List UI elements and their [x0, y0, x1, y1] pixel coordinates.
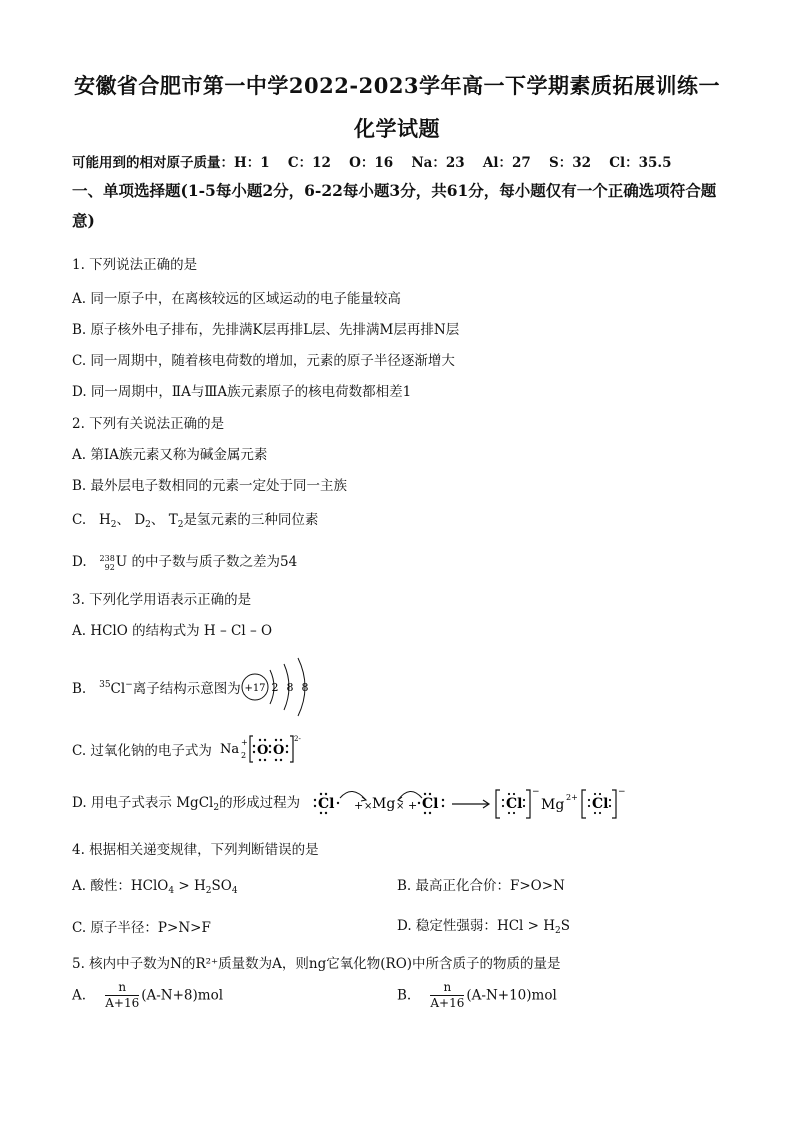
cl-ion-structure-diagram: [240, 654, 320, 718]
svg-text:O: O: [273, 743, 285, 758]
svg-text:Cl: Cl: [506, 796, 523, 812]
q4-option-a: A. 酸性：HClO$_4$ > $H_2SO_4$: [72, 878, 238, 896]
svg-text:−: −: [532, 787, 540, 797]
q1-stem: 1. 下列说法正确的是: [72, 257, 198, 273]
q1-option-c: C. 同一周期中，随着核电荷数的增加，元素的原子半径逐渐增大: [72, 353, 455, 369]
q5-a-fraction: $\frac{n}{A+16}$: [105, 980, 140, 1010]
shell-1-electrons: 2: [271, 681, 279, 694]
q1-option-b: B. 原子核外电子排布，先排满K层再排L层、先排满M层再排N层: [72, 322, 460, 338]
svg-text:×: ×: [364, 801, 373, 812]
svg-text:+: +: [241, 738, 248, 747]
svg-text:−: −: [618, 787, 626, 797]
svg-text:+: +: [354, 799, 364, 812]
q3-option-b: B. $^{35}$Cl−离子结构示意图为: [72, 680, 241, 697]
svg-text:Cl: Cl: [592, 796, 609, 812]
svg-text:2+: 2+: [566, 793, 578, 802]
q2-option-a: A. 第IA族元素又称为碱金属元素: [72, 447, 268, 463]
shell-2-electrons: 8: [286, 681, 294, 694]
svg-text:2: 2: [241, 751, 247, 760]
q4-stem: 4. 根据相关递变规律，下列判断错误的是: [72, 842, 319, 858]
q5-stem: 5. 核内中子数为N的R²⁺质量数为A，则ng它氧化物(RO)中所含质子的物质的量是: [72, 956, 561, 972]
mgcl2-formation-diagram: [312, 780, 632, 826]
q2-option-b: B. 最外层电子数相同的元素一定处于同一主族: [72, 478, 348, 494]
q3-option-a: A. HClO 的结构式为 H – Cl – O: [72, 623, 273, 639]
svg-text:+: +: [408, 799, 418, 812]
nucleus-charge: +17: [244, 683, 266, 694]
q2-option-d: D. 238 92 U 的中子数与质子数之差为54: [72, 553, 298, 572]
svg-text:2-: 2-: [294, 735, 301, 743]
q5-option-a: A. $\frac{n}{A+16}$ (A-N+8)mol: [72, 980, 224, 1010]
q1-option-a: A. 同一原子中，在离核较远的区域运动的电子能量较高: [72, 291, 401, 307]
q1-option-d: D. 同一周期中，ⅡA与ⅢA族元素原子的核电荷数都相差1: [72, 384, 412, 400]
shell-3-electrons: 8: [301, 681, 309, 694]
svg-text:Mg: Mg: [372, 796, 396, 812]
na2o2-electron-formula: [220, 730, 300, 766]
q4-option-b: B. 最高正化合价：F>O>N: [397, 878, 565, 894]
q4-option-d: D. 稳定性强弱：HCl > $H_2S$: [397, 918, 571, 936]
q5-b-fraction: $\frac{n}{A+16}$: [430, 980, 465, 1010]
svg-text:Cl: Cl: [318, 796, 335, 812]
svg-text:Na: Na: [220, 742, 240, 757]
q2-option-c: C. $H_2$、 $D_2$、 $T_2$是氢元素的三种同位素: [72, 512, 319, 530]
section-heading: 一、单项选择题(1-5每小题2分，6-22每小题3分，共61分，每小题仅有一个正确选项符合题意): [72, 181, 717, 230]
svg-text:Mg: Mg: [541, 797, 565, 813]
q3-option-c: C. 过氧化钠的电子式为: [72, 743, 212, 759]
exam-title: 安徽省合肥市第一中学2022-2023学年高一下学期素质拓展训练一: [73, 73, 721, 98]
atomic-mass-line: 可能用到的相对原子质量：H：1 C：12 O：16 Na：23 Al：27 S：32 Cl：35.5: [72, 155, 672, 171]
q4-option-c: C. 原子半径：P>N>F: [72, 920, 211, 936]
q3-option-d: D. 用电子式表示 MgCl$_2$的形成过程为: [72, 795, 301, 813]
exam-subject: 化学试题: [354, 116, 440, 141]
q3-stem: 3. 下列化学用语表示正确的是: [72, 592, 252, 608]
svg-text:O: O: [257, 743, 269, 758]
svg-text:Cl: Cl: [422, 796, 439, 812]
svg-text:×: ×: [396, 801, 405, 812]
q5-option-b: B. $\frac{n}{A+16}$ (A-N+10)mol: [397, 980, 557, 1010]
q2-stem: 2. 下列有关说法正确的是: [72, 416, 225, 432]
